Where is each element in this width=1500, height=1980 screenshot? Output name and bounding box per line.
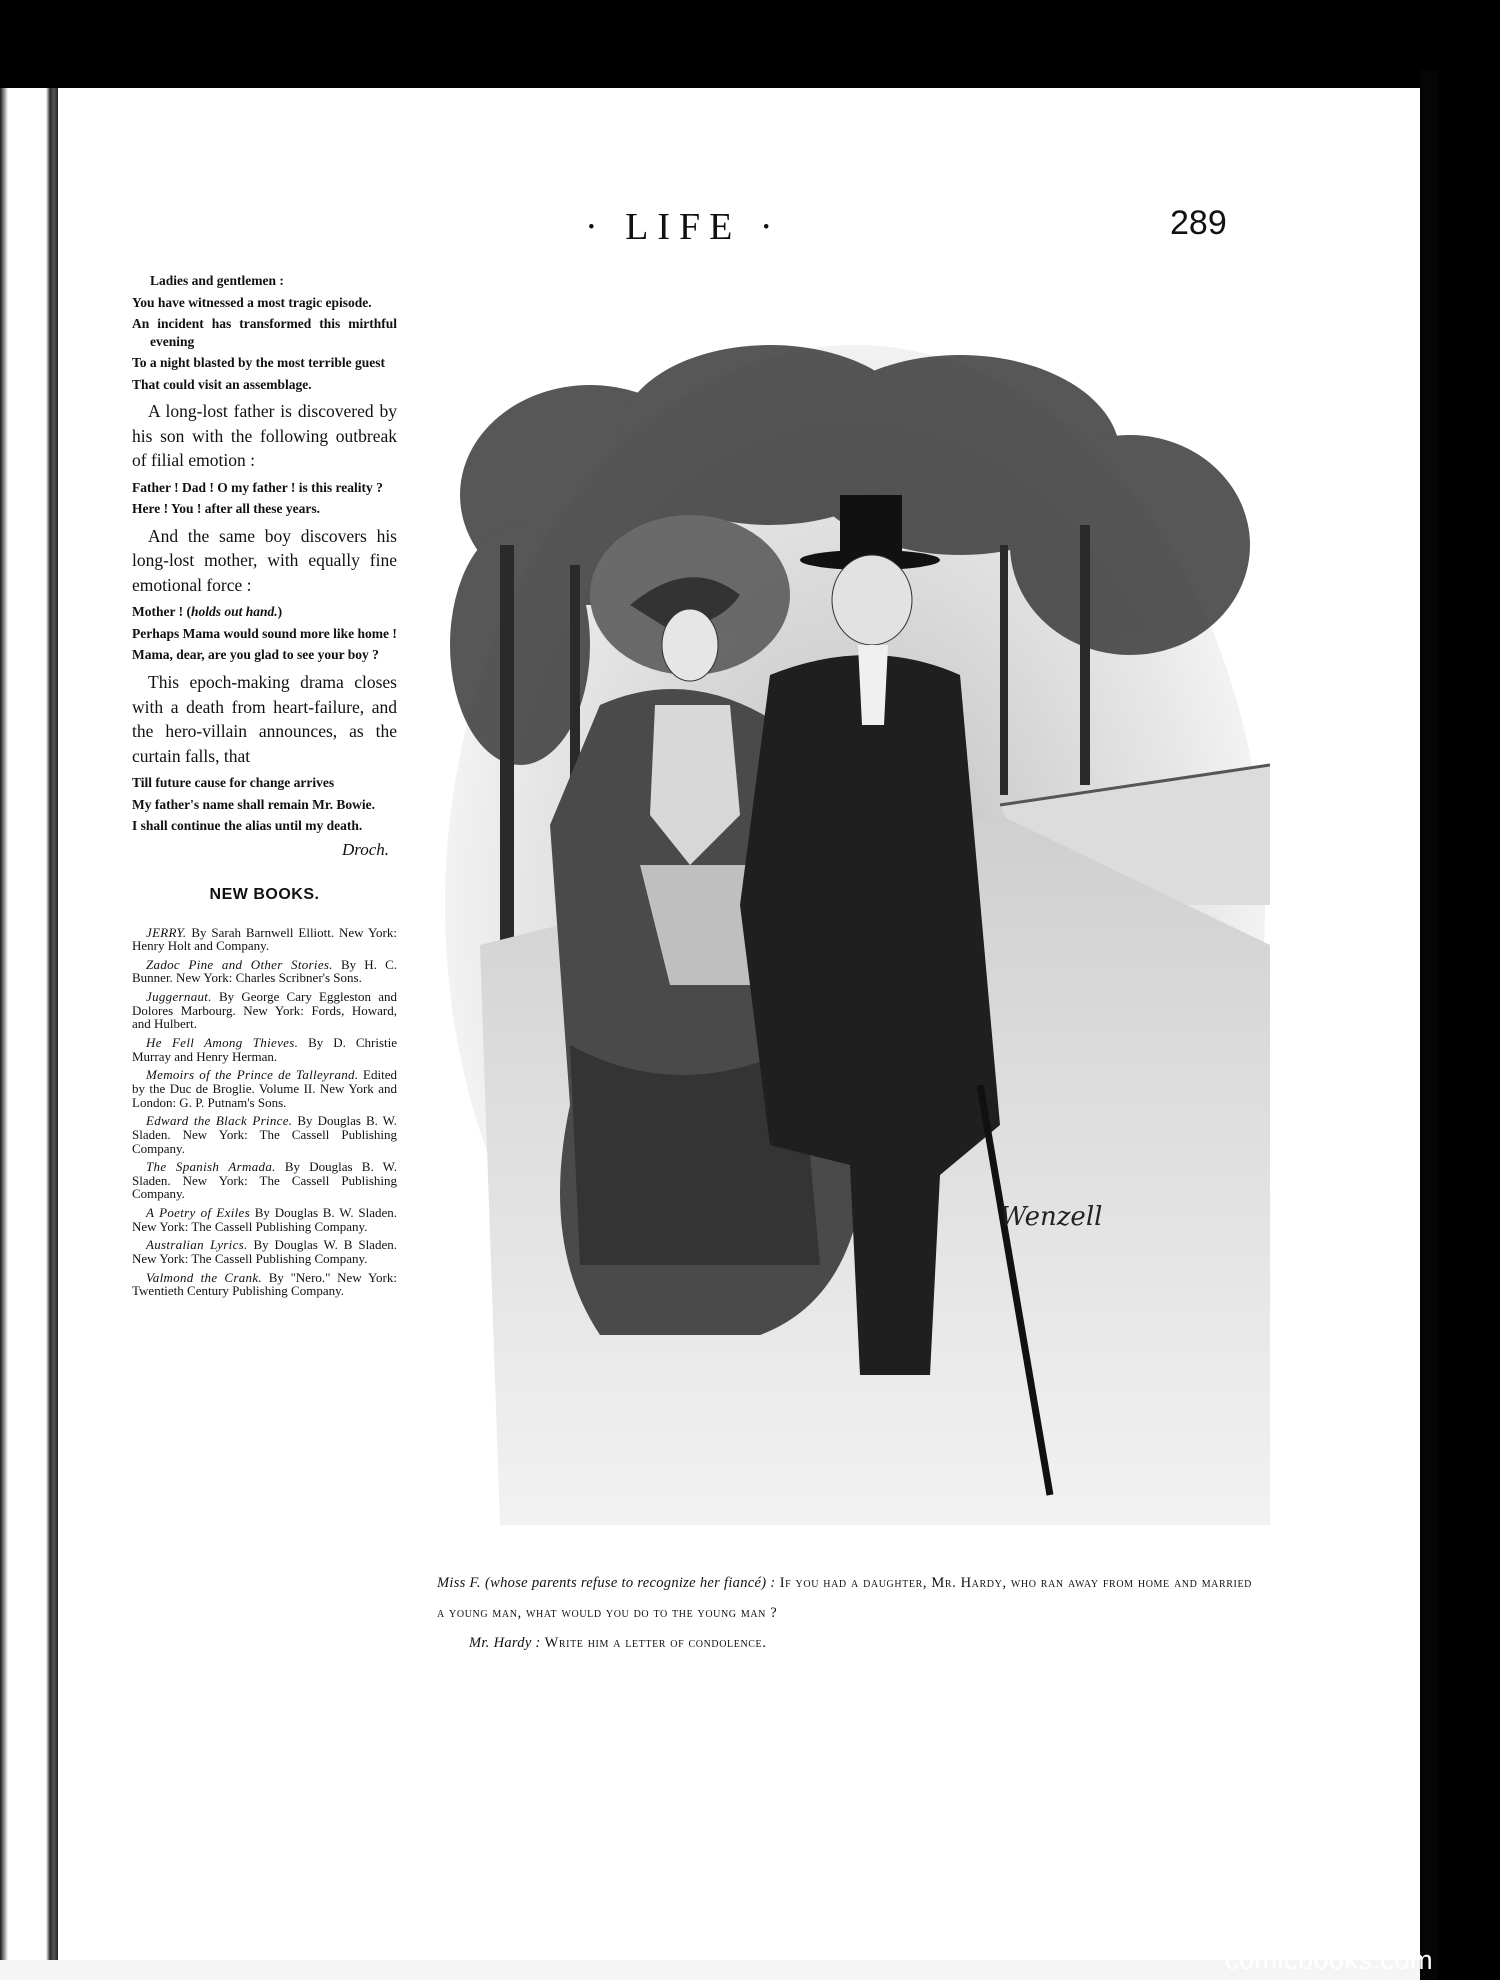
caption-text: Write him a letter of condolence. <box>540 1635 767 1651</box>
masthead: · LIFE · <box>585 206 782 248</box>
book-details: Edited by the Duc de Broglie. Volume II. New York and London: G. P. Putnam's Sons. <box>132 1067 397 1110</box>
book-details: By Douglas B. W. Sladen. New York: The Cassell Publishing Company. <box>132 1159 398 1202</box>
verse-line: Here ! You ! after all these years. <box>132 501 320 517</box>
next-page-edge <box>0 1960 1420 1980</box>
verse-text: ) <box>277 604 283 620</box>
caption-aside: (whose parents refuse to recognize her fiancé) : <box>485 1575 776 1591</box>
book-entry <box>132 990 397 1031</box>
book-entry <box>132 926 397 953</box>
verse-block <box>132 603 397 664</box>
verse-block <box>132 272 397 393</box>
verse-line: Perhaps Mama would sound more like home ! <box>132 625 397 641</box>
caption-text: If you had a daughter, Mr. Hardy, who ran away from home and married a young man, what would you do to the young man ? <box>437 1575 1253 1621</box>
book-details: By Sarah Barnwell Elliott. New York: Henry Holt and Company. <box>132 924 397 954</box>
book-title: JERRY. <box>146 924 187 940</box>
author-signature: Droch. <box>341 839 389 859</box>
verse-line: My father's name shall remain Mr. Bowie. <box>132 796 375 812</box>
artist-signature: Wenzell <box>1000 1202 1103 1232</box>
new-books-list <box>132 926 397 1298</box>
book-title: A Poetry of Exiles <box>146 1205 250 1221</box>
verse-line: Ladies and gentlemen : <box>150 273 284 288</box>
book-entry <box>132 958 397 985</box>
caption-line-1 <box>437 1568 1252 1628</box>
book-title: Memoirs of the Prince de Talleyrand. <box>146 1067 359 1083</box>
illustration-drawing <box>440 345 1270 1525</box>
book-title: He Fell Among Thieves. <box>146 1035 299 1051</box>
book-details: By "Nero." New York: Twentieth Century Publishing Company. <box>132 1269 397 1299</box>
verse-line: An incident has transformed this mirthful evening <box>132 316 397 349</box>
illustration-caption <box>437 1568 1252 1658</box>
book-title: Valmond the Crank. <box>146 1269 262 1285</box>
caption-line-2 <box>437 1628 1252 1658</box>
book-title: Australian Lyrics. <box>146 1237 248 1253</box>
book-details: By George Cary Eggleston and Dolores Marbourg. New York: Fords, Howard, and Hulbert. <box>132 989 397 1032</box>
book-details: By H. C. Bunner. New York: Charles Scribner's Sons. <box>132 956 397 986</box>
new-books-heading: NEW BOOKS. <box>209 885 320 903</box>
book-entry <box>132 1114 397 1155</box>
page-number: 289 <box>1170 204 1227 242</box>
left-column <box>132 272 397 1303</box>
verse-block <box>132 479 397 518</box>
verse-line: Till future cause for change arrives <box>132 775 335 791</box>
book-entry <box>132 1271 397 1298</box>
prose-paragraph: And the same boy discovers his long-lost mother, with equally fine emotional force : <box>132 525 397 595</box>
verse-block <box>132 774 397 835</box>
caption-speaker: Mr. Hardy : <box>469 1635 541 1651</box>
verse-text: Mother ! ( <box>132 604 191 620</box>
book-entry <box>132 1068 397 1109</box>
prose-paragraph: A long-lost father is discovered by his son with the following outbreak of filial emotion : <box>132 401 397 471</box>
book-entry <box>132 1238 397 1265</box>
scan-border <box>1420 70 1438 1980</box>
verse-line: To a night blasted by the most terrible guest <box>132 355 386 371</box>
book-entry <box>132 1160 397 1201</box>
book-title: Edward the Black Prince. <box>146 1113 293 1129</box>
verse-line: You have witnessed a most tragic episode. <box>132 294 372 310</box>
verse-line <box>132 603 397 621</box>
book-title: The Spanish Armada. <box>146 1159 276 1175</box>
verse-line: That could visit an assemblage. <box>132 376 312 392</box>
page-gutter <box>0 88 58 1980</box>
verse-line: I shall continue the alias until my death. <box>132 818 363 834</box>
book-title: Juggernaut. <box>146 989 212 1005</box>
verse-line: Mama, dear, are you glad to see your boy ? <box>132 647 379 663</box>
book-details: By Douglas W. B Sladen. New York: The Cassell Publishing Company. <box>132 1237 397 1266</box>
illustration-couple-walking <box>440 345 1270 1525</box>
caption-speaker: Miss F. <box>437 1575 481 1591</box>
watermark: comicbooks.com <box>1225 1945 1434 1975</box>
prose-paragraph: This epoch-making drama closes with a death from heart-failure, and the hero-villain announces, as the curtain falls, that <box>132 672 397 766</box>
book-entry <box>132 1036 397 1063</box>
stage-direction: holds out hand. <box>190 604 278 620</box>
verse-line: Father ! Dad ! O my father ! is this reality ? <box>132 479 383 495</box>
book-entry <box>132 1206 397 1233</box>
book-details: By Douglas B. W. Sladen. New York: The Cassell Publishing Company. <box>132 1113 397 1156</box>
book-title: Zadoc Pine and Other Stories. <box>146 956 333 972</box>
book-details: By D. Christie Murray and Henry Herman. <box>132 1035 397 1064</box>
book-details: By Douglas B. W. Sladen. New York: The Cassell Publishing Company. <box>132 1205 397 1234</box>
